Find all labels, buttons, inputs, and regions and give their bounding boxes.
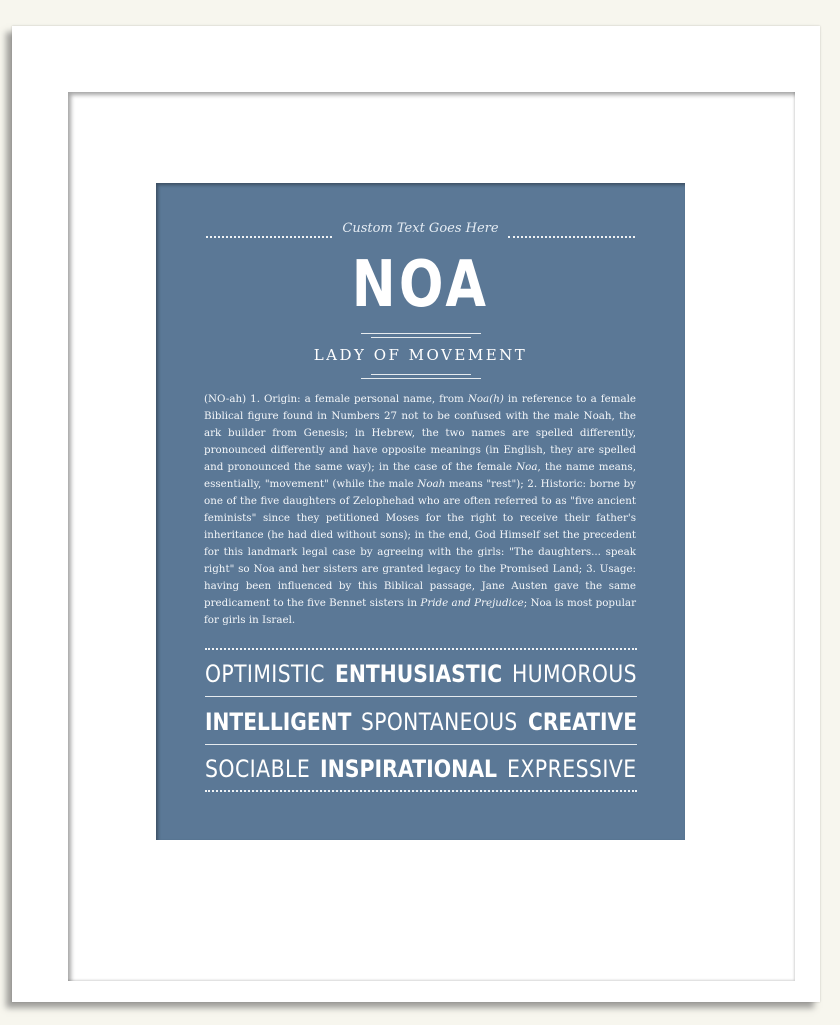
dotted-rule-traits-top	[205, 648, 637, 650]
traits-divider-2	[205, 744, 637, 745]
name-meaning: LADY OF MOVEMENT	[313, 346, 528, 364]
definition-text: ; Noa is most popular for girls in Israel.	[204, 597, 636, 626]
name-definition	[204, 391, 636, 629]
pronunciation: (NO-ah)	[204, 393, 247, 405]
definition-italic-term: Noah	[417, 478, 446, 490]
trait-word: SOCIABLE	[205, 755, 311, 783]
dotted-rule-right	[508, 236, 635, 238]
traits-divider-1	[205, 696, 637, 697]
rule-below-meaning	[361, 378, 481, 379]
traits-row-1	[205, 660, 637, 688]
dotted-rule-traits-bottom	[205, 790, 637, 792]
trait-word: SPONTANEOUS	[361, 708, 519, 736]
rule-below-meaning-short	[371, 374, 471, 375]
trait-word: CREATIVE	[528, 708, 637, 736]
trait-word: INSPIRATIONAL	[320, 755, 498, 783]
custom-text: Custom Text Goes Here	[342, 221, 499, 236]
rule-above-meaning-short	[371, 337, 471, 338]
trait-word: INTELLIGENT	[205, 708, 352, 736]
definition-italic-term: Noa(h)	[467, 393, 504, 405]
trait-word: OPTIMISTIC	[205, 660, 325, 688]
traits-row-3	[205, 755, 637, 783]
trait-word: HUMOROUS	[512, 660, 637, 688]
dotted-rule-left	[206, 236, 332, 238]
definition-text: in reference to a female Biblical figure found in Numbers 27 not to be confused with the male Noah, the ark builder from Genesis; in Hebrew, the two names are spelled differently, pronounced differently and have opposite meanings (in English, they are spelled and pronounced the same way); in the case of the female	[204, 393, 636, 473]
name-print	[156, 183, 685, 840]
trait-word: EXPRESSIVE	[507, 755, 638, 783]
definition-text: means "rest"); 2. Historic: borne by one of the five daughters of Zelophehad who are often referred to as "five ancient feminists" since they petitioned Moses for the right to receive their father's inheritance (he had died without sons); in the end, God Himself set the precedent for this landmark legal case by agreeing with the girls: "The daughters... speak right" so Noa and her sisters are granted legacy to the Promised Land; 3. Usage: having been influenced by this Biblical passage, Jane Austen gave the same predicament to the five Bennet sisters in	[204, 478, 636, 609]
definition-text: 1. Origin: a female personal name, from	[246, 393, 468, 405]
trait-word: ENTHUSIASTIC	[334, 660, 503, 688]
rule-above-meaning	[361, 333, 481, 334]
definition-italic-term: Pride and Prejudice	[420, 597, 524, 609]
definition-italic-term: Noa	[516, 461, 538, 473]
traits-row-2	[205, 708, 637, 736]
definition-text: , the name means, essentially, "movement" (while the male	[204, 461, 636, 490]
name-title: NOA	[351, 248, 490, 322]
